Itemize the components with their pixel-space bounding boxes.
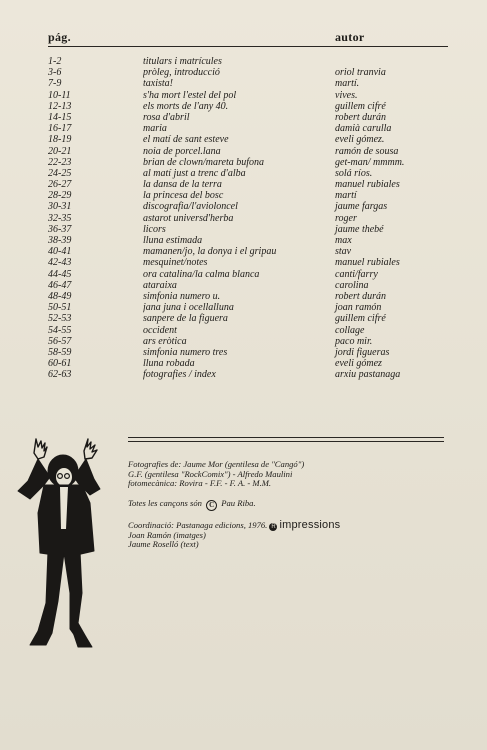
toc-author: oriol tranvia [335, 67, 386, 79]
toc-title: fotografies / index [143, 369, 216, 381]
coordination-text: Coordinació: Pastanaga edicions, 1976. [128, 519, 268, 530]
toc-author: robert durán [335, 111, 387, 123]
toc-author: damià carulla [335, 123, 392, 135]
toc-title: s'ha mort l'estel del pol [143, 89, 237, 101]
toc-pages: 46-47 [48, 279, 72, 291]
toc-author: carolina [335, 279, 369, 291]
toc-pages: 50-51 [48, 302, 72, 314]
toc-author: vives. [335, 89, 358, 101]
toc-row [48, 146, 448, 157]
toc-author: martí [335, 190, 357, 202]
rights-text: Totes les cançons són [128, 497, 202, 508]
toc-pages: 60-61 [48, 358, 72, 370]
toc-row [48, 78, 448, 89]
toc-row [48, 56, 448, 67]
toc-pages: 36-37 [48, 223, 72, 235]
toc-pages: 26-27 [48, 179, 72, 191]
toc-title: la princesa del bosc [143, 190, 224, 202]
copyright-icon: C [206, 500, 217, 511]
toc-row [48, 224, 448, 235]
toc-row [48, 246, 448, 257]
toc-author: martí. [335, 78, 360, 90]
toc-author: eveli gómez [335, 358, 382, 370]
toc-author: max [335, 235, 352, 246]
toc-title: sanpere de la figuera [143, 313, 228, 325]
toc-pages: 52-53 [48, 313, 72, 325]
toc-author: roger [335, 212, 357, 224]
toc-pages: 16-17 [48, 123, 72, 135]
impressions-brand: impressions [279, 518, 341, 531]
toc-row [48, 123, 448, 134]
toc-pages: 48-49 [48, 290, 72, 302]
toc-author: manuel rubiales [335, 179, 400, 191]
dancing-figure-illustration [8, 433, 118, 663]
registered-icon: R [271, 523, 276, 530]
toc-row [48, 90, 448, 101]
table-of-contents [48, 56, 448, 380]
toc-author: jordi figueras [335, 346, 390, 358]
toc-pages: 28-29 [48, 190, 72, 202]
toc-title: astarot universd'herba [143, 212, 234, 224]
toc-row [48, 269, 448, 280]
toc-author: arxiu pastanaga [335, 369, 401, 381]
toc-title: jana juna i ocellalluna [143, 302, 234, 314]
toc-title: ars eròtica [143, 335, 187, 347]
toc-title: occident [143, 324, 177, 336]
credits-photos-line: Fotografies de: Jaume Mor (gentilesa de "Cangó") [128, 459, 305, 469]
toc-author: robert durán [335, 290, 387, 302]
toc-pages: 18-19 [48, 134, 72, 146]
toc-author: stav [335, 246, 352, 258]
toc-row [48, 291, 448, 302]
toc-title: taxista! [143, 78, 173, 90]
toc-pages: 3-6 [48, 67, 62, 79]
toc-row [48, 179, 448, 190]
toc-author: jaume thebé [335, 223, 384, 235]
toc-row [48, 369, 448, 380]
toc-title: ora catalina/la calma blanca [143, 268, 260, 280]
toc-author: joan ramón [335, 302, 382, 314]
toc-author: get-man/ mmmm. [335, 156, 405, 168]
toc-author: collage [335, 324, 365, 336]
toc-title: al matí just a trenc d'alba [143, 167, 246, 179]
toc-author [335, 56, 448, 67]
toc-author: jaume fargas [335, 201, 388, 213]
toc-row [48, 168, 448, 179]
toc-row [48, 235, 448, 246]
divider-rule-top [128, 437, 444, 438]
toc-pages: 56-57 [48, 335, 72, 347]
toc-pages: 58-59 [48, 346, 72, 358]
toc-row [48, 302, 448, 313]
toc-row [48, 101, 448, 112]
toc-author: ramón de sousa [335, 145, 399, 157]
toc-author: guillem cifré [335, 100, 386, 112]
toc-pages: 38-39 [48, 235, 72, 246]
toc-pages: 24-25 [48, 167, 72, 179]
toc-pages: 10-11 [48, 89, 71, 101]
toc-title: simfonia numero tres [143, 346, 228, 358]
toc-title: maria [143, 123, 167, 135]
toc-title: lluna robada [143, 358, 195, 370]
toc-title: pròleg, introducció [143, 67, 220, 79]
toc-row [48, 257, 448, 268]
toc-pages: 54-55 [48, 324, 72, 336]
credits-block [128, 460, 428, 550]
credits-photomechanics-line: fotomecànica: Rovira - F.F. - F. A. - M.M. [128, 478, 272, 489]
toc-pages: 40-41 [48, 246, 72, 258]
toc-title: discografia/l'avioloncel [143, 201, 238, 213]
credits-gf-line: G.F. (gentilesa "RockComix") - Alfredo Maulini [128, 468, 293, 479]
header-rule [48, 46, 448, 47]
rights-holder: Pau Riba. [221, 497, 256, 508]
toc-pages: 42-43 [48, 257, 72, 269]
toc-pages: 7-9 [48, 78, 62, 90]
toc-row [48, 347, 448, 358]
toc-title: noia de porcel.lana [143, 145, 221, 157]
toc-title: la dansa de la terra [143, 179, 222, 191]
toc-pages: 30-31 [48, 201, 72, 213]
toc-pages: 14-15 [48, 111, 72, 123]
toc-title: brian de clown/mareta bufona [143, 156, 265, 168]
toc-row [48, 280, 448, 291]
toc-row [48, 213, 448, 224]
toc-author: solá ríos. [335, 167, 373, 179]
toc-title: licors [143, 223, 166, 235]
toc-row [48, 325, 448, 336]
toc-pages: 1-2 [48, 56, 62, 67]
toc-title: mesquinet/notes [143, 257, 208, 269]
toc-row [48, 134, 448, 145]
toc-author: canti/farry [335, 268, 378, 280]
toc-title: simfonia numero u. [143, 290, 221, 302]
autor-column-header: autor [335, 30, 365, 44]
toc-author: eveli gómez. [335, 134, 385, 146]
toc-row [48, 358, 448, 369]
toc-pages: 62-63 [48, 369, 72, 381]
toc-title: lluna estimada [143, 235, 203, 246]
divider-rule-bottom [128, 441, 444, 442]
toc-row [48, 157, 448, 168]
rights-line [128, 499, 428, 511]
toc-author: guillem cifré [335, 313, 386, 325]
credits-images-line: Joan Ramón (imatges) [128, 529, 206, 540]
toc-author: paco mir. [335, 335, 373, 347]
toc-row [48, 112, 448, 123]
toc-title: mamanen/jo, la donya i el gripau [143, 246, 277, 258]
toc-title: titulars i matrícules [143, 56, 222, 67]
toc-row [48, 201, 448, 212]
toc-pages: 32-35 [48, 212, 72, 224]
toc-pages: 22-23 [48, 156, 72, 168]
toc-row [48, 67, 448, 78]
toc-author: manuel rubiales [335, 257, 400, 269]
toc-row [48, 313, 448, 324]
toc-pages: 20-21 [48, 145, 72, 157]
toc-pages: 44-45 [48, 268, 72, 280]
toc-row [48, 190, 448, 201]
toc-title: el matí de sant esteve [143, 134, 229, 146]
toc-title: els morts de l'any 40. [143, 100, 229, 112]
toc-pages: 12-13 [48, 100, 72, 112]
pag-column-header: pág. [48, 30, 71, 44]
toc-row [48, 336, 448, 347]
toc-title: rosa d'abril [143, 111, 190, 123]
toc-title: ataraixa [143, 279, 177, 291]
credits-text-line: Jaume Roselló (text) [128, 539, 199, 550]
